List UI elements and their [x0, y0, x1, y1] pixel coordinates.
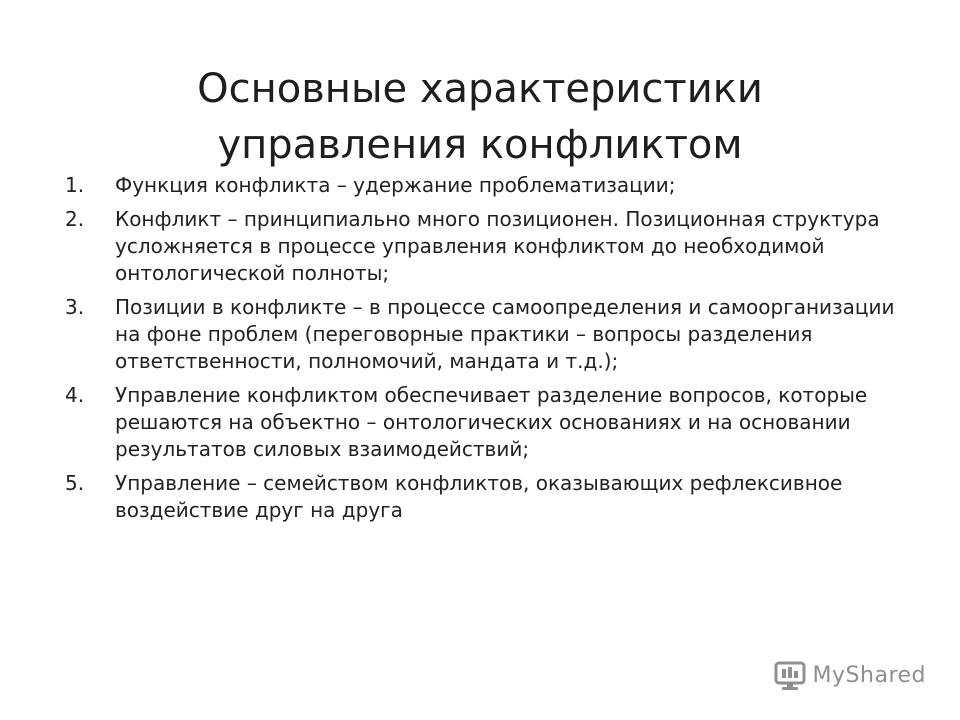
- myshared-watermark: [773, 658, 926, 692]
- slide-title: [60, 61, 900, 173]
- watermark-text: MyShared: [812, 662, 926, 688]
- list-item-number: 5.: [65, 471, 85, 495]
- list-item-number: 3.: [65, 295, 85, 319]
- list-item-text: Конфликт – принципиально много позиционен. Позиционная структура усложняется в процессе управления конфликтом до необходимой онтологической полноты;: [115, 207, 880, 285]
- list-item: [65, 470, 915, 524]
- list-item: [65, 172, 915, 199]
- title-line-1: Основные характеристики: [197, 65, 763, 112]
- list-item-text: Управление конфликтом обеспечивает разделение вопросов, которые решаются на объектно – онтологических основаниях и на основании результатов силовых взаимодействий;: [115, 383, 868, 461]
- list-item: [65, 294, 915, 375]
- characteristics-list: [65, 172, 915, 531]
- list-item-number: 1.: [65, 173, 85, 197]
- list-item-text: Позиции в конфликте – в процессе самоопределения и самоорганизации на фоне проблем (переговорные практики – вопросы разделения ответственности, полномочий, мандата и т.д.);: [115, 295, 895, 373]
- title-line-2: управления конфликтом: [217, 121, 743, 168]
- list-item-number: 2.: [65, 207, 85, 231]
- list-item-text: Управление – семейством конфликтов, оказывающих рефлексивное воздействие друг на друга: [115, 471, 843, 522]
- list-item: [65, 206, 915, 287]
- list-item-text: Функция конфликта – удержание проблематизации;: [115, 173, 676, 197]
- list-item: [65, 382, 915, 463]
- list-item-number: 4.: [65, 383, 85, 407]
- myshared-logo-icon: [773, 658, 807, 692]
